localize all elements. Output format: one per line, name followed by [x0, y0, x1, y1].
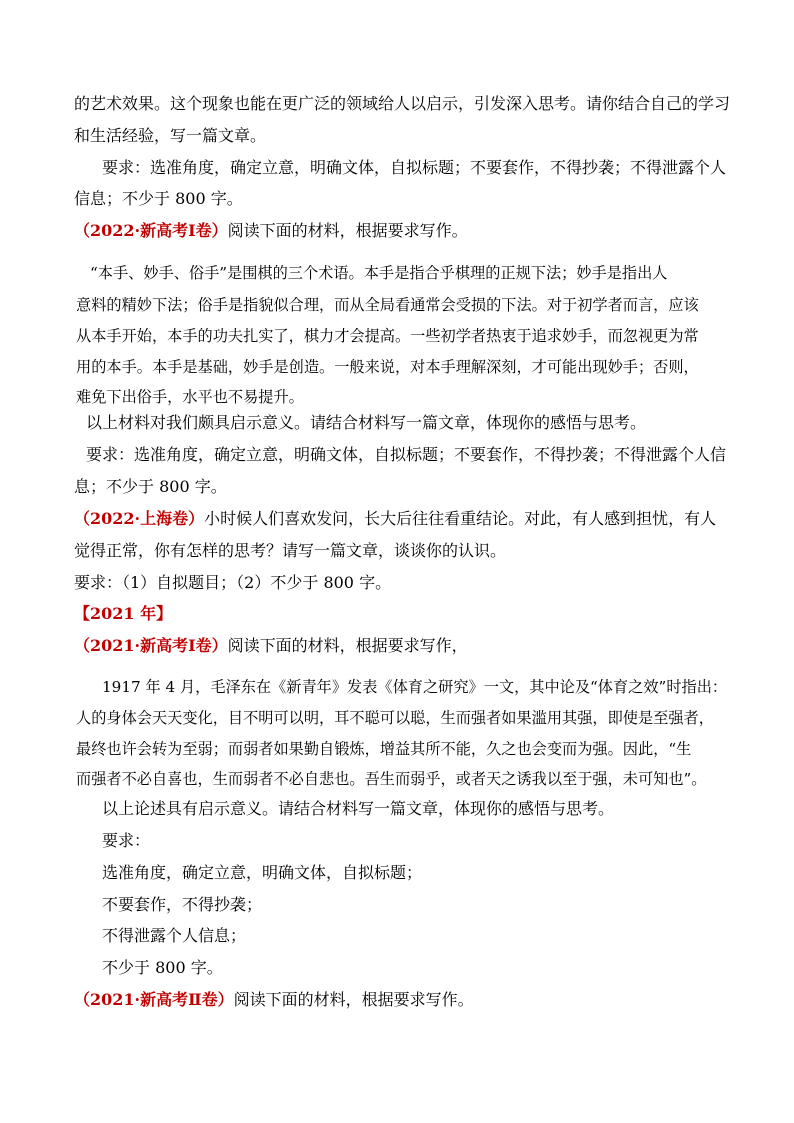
requirement-heading: 要求： [102, 831, 151, 850]
task-line: 以上论述具有启示意义。请结合材料写一篇文章，体现你的感悟与思考。 [102, 799, 615, 818]
material-line-2: 意料的精妙下法；俗手是指貌似合理，而从全局看通常会受损的下法。对于初学者而言，应该 [76, 296, 699, 314]
question-prompt: 阅读下面的材料，根据要求写作。 [227, 221, 468, 240]
material-line-1: “本手、妙手、俗手”是围棋的三个术语。本手是指合乎棋理的正规下法；妙手是指出人 [90, 264, 668, 282]
material-line-2: 人的身体会天天变化，目不明可以明，耳不聪可以聪，生而强者如果滥用其强，即使是至强者， [76, 709, 714, 727]
question-2021-new-gaokao-1-heading [74, 636, 468, 656]
exam-source-label: （2021·新高考Ⅱ卷） [74, 990, 234, 1009]
requirement-item-3: 不得泄露个人信息； [102, 926, 247, 945]
question-2022-shanghai-heading [74, 509, 716, 529]
requirement-line-2: 息；不少于 800 字。 [74, 477, 227, 496]
question-text-1: 小时候人们喜欢发问，长大后往往看重结论。对此，有人感到担忧，有人 [204, 509, 717, 528]
question-prompt: 阅读下面的材料，根据要求写作。 [233, 990, 474, 1009]
material-line-1: 1917 年 4 月，毛泽东在《新青年》发表《体育之研究》一文，其中论及“体育之效”时指出： [102, 678, 728, 696]
intro-line-1: 的艺术效果。这个现象也能在更广泛的领域给人以启示，引发深入思考。请你结合自己的学习 [74, 94, 731, 113]
requirement-line-1: 要求：选准角度，确定立意，明确文体，自拟标题；不要套作，不得抄袭；不得泄露个人 [102, 158, 727, 177]
exam-source-label: （2022·新高考Ⅰ卷） [74, 221, 228, 240]
requirement-line-1: 要求：选准角度，确定立意，明确文体，自拟标题；不要套作，不得抄袭；不得泄露个人信 [86, 445, 727, 464]
year-heading-2021: 【2021 年】 [74, 604, 173, 623]
requirement-item-4: 不少于 800 字。 [102, 958, 223, 977]
material-line-4: 用的本手。本手是基础，妙手是创造。一般来说，对本手理解深刻，才可能出现妙手；否则， [76, 358, 699, 376]
task-line: 以上材料对我们颇具启示意义。请结合材料写一篇文章，体现你的感悟与思考。 [86, 413, 647, 432]
material-line-5: 难免下出俗手，水平也不易提升。 [76, 388, 304, 406]
material-line-4: 而强者不必自喜也，生而弱者不必自悲也。吾生而弱乎，或者天之诱我以至于强，未可知也”。 [76, 770, 707, 788]
question-text-2: 觉得正常，你有怎样的思考？请写一篇文章，谈谈你的认识。 [74, 541, 507, 560]
material-line-3: 最终也许会转为至弱；而弱者如果勤自锻炼，增益其所不能，久之也会变而为强。因此，“生 [76, 740, 692, 758]
exam-source-label: （2022·上海卷） [74, 509, 205, 528]
question-2022-new-gaokao-1-heading [74, 221, 468, 241]
exam-source-label: （2021·新高考Ⅰ卷） [74, 636, 228, 655]
question-2021-new-gaokao-2-heading [74, 990, 474, 1010]
requirement-line: 要求：（1）自拟题目；（2）不少于 800 字。 [74, 573, 392, 592]
intro-line-2: 和生活经验，写一篇文章。 [74, 126, 267, 145]
requirement-line-2: 信息；不少于 800 字。 [74, 189, 243, 208]
requirement-item-2: 不要套作，不得抄袭； [102, 895, 263, 914]
question-prompt: 阅读下面的材料，根据要求写作， [227, 636, 468, 655]
material-line-3: 从本手开始，本手的功夫扎实了，棋力才会提高。一些初学者热衷于追求妙手，而忽视更为常 [76, 327, 699, 345]
requirement-item-1: 选准角度，确定立意，明确文体，自拟标题； [102, 863, 423, 882]
